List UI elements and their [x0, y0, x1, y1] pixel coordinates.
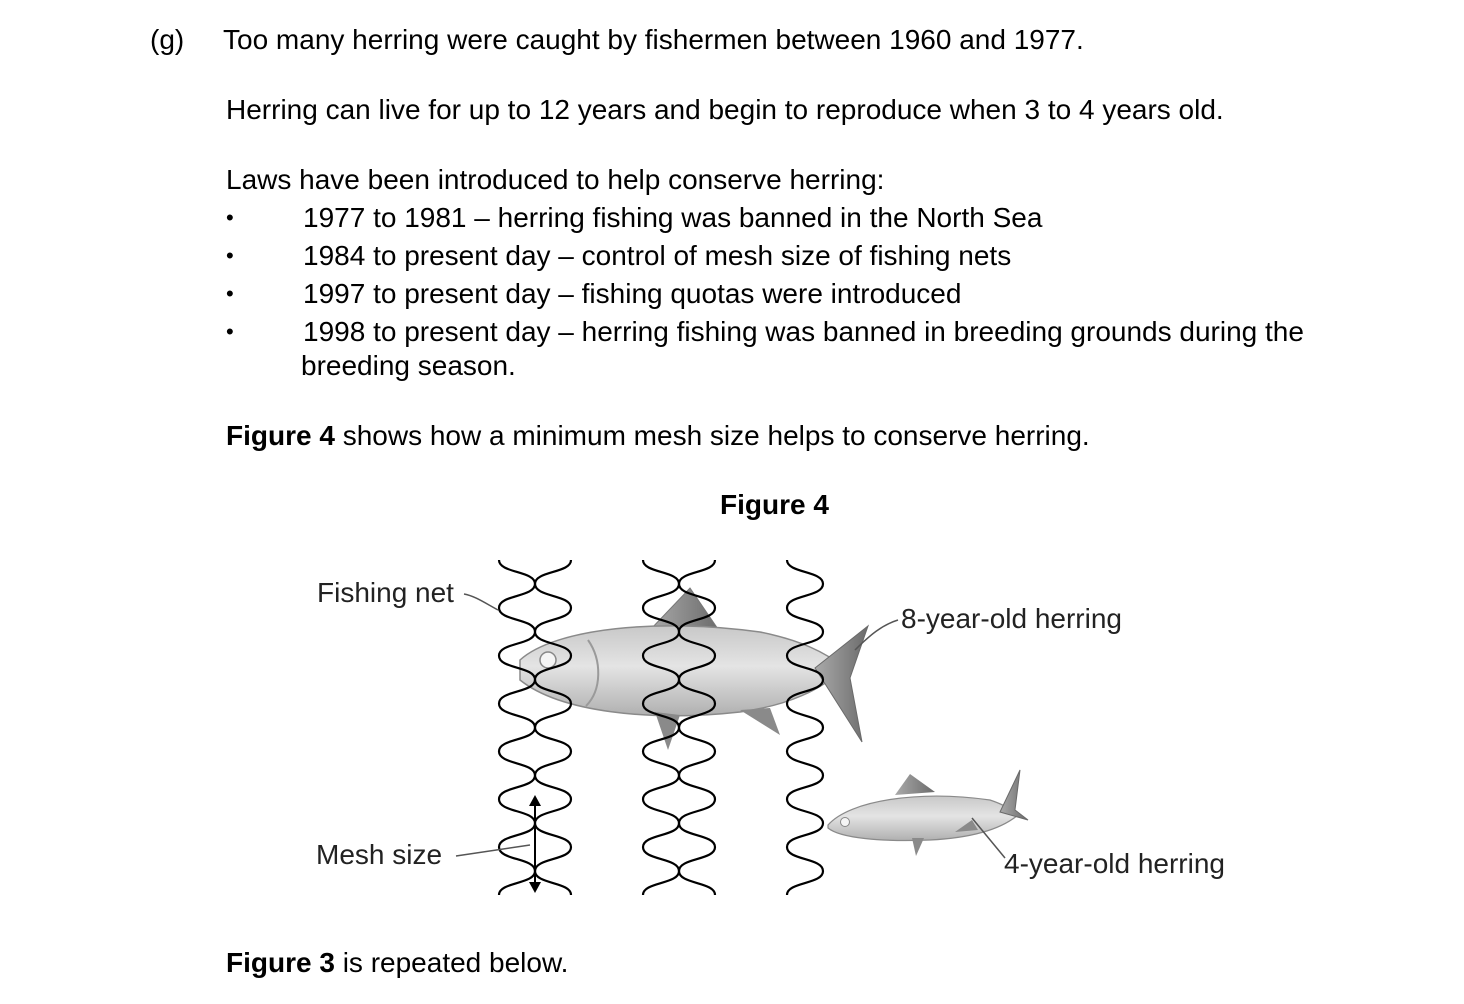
footer-bold: Figure 3 — [226, 947, 335, 978]
fishing-net-label: Fishing net — [317, 577, 454, 608]
law-item: 1998 to present day – herring fishing was banned in breeding grounds during the — [303, 316, 1304, 347]
bullet: • — [226, 243, 234, 268]
bullet: • — [226, 319, 234, 344]
large-fish-body — [520, 626, 845, 716]
small-fish-body — [828, 796, 1018, 840]
net-strand — [535, 560, 571, 895]
figure-title: Figure 4 — [720, 489, 829, 520]
figure-reference-bold: Figure 4 — [226, 420, 335, 451]
law-item: 1984 to present day – control of mesh size of fishing nets — [303, 240, 1012, 271]
small-fish-tail — [1000, 770, 1028, 820]
mesh-size-label: Mesh size — [316, 839, 443, 870]
intro-text: Too many herring were caught by fishermen between 1960 and 1977. — [223, 24, 1084, 55]
small-fish-label: 4-year-old herring — [1004, 848, 1225, 879]
laws-heading: Laws have been introduced to help conserve herring: — [226, 164, 885, 195]
mesh-leader-line — [456, 845, 530, 856]
large-fish-eye — [540, 652, 556, 668]
figure-reference-rest: shows how a minimum mesh size helps to conserve herring. — [334, 420, 1090, 451]
small-fish-pelvic-fin — [912, 838, 924, 856]
law-item: 1997 to present day – fishing quotas were introduced — [303, 278, 962, 309]
small-herring — [828, 770, 1028, 856]
small-fish-eye — [841, 818, 850, 827]
bullet: • — [226, 205, 234, 230]
bullet: • — [226, 281, 234, 306]
large-fish-anal-fin — [740, 708, 780, 735]
question-part-label: (g) — [150, 24, 185, 55]
footer-rest: is repeated below. — [334, 947, 569, 978]
footer-text — [226, 947, 568, 979]
lifespan-text: Herring can live for up to 12 years and begin to reproduce when 3 to 4 years old. — [226, 94, 1224, 125]
net-strand — [787, 560, 823, 895]
law-item: 1977 to 1981 – herring fishing was banned in the North Sea — [303, 202, 1043, 233]
small-fish-dorsal-fin — [895, 774, 935, 795]
net-leader-line — [464, 594, 498, 610]
law-item-continuation: breeding season. — [301, 350, 516, 381]
large-fish-label: 8-year-old herring — [901, 603, 1122, 634]
